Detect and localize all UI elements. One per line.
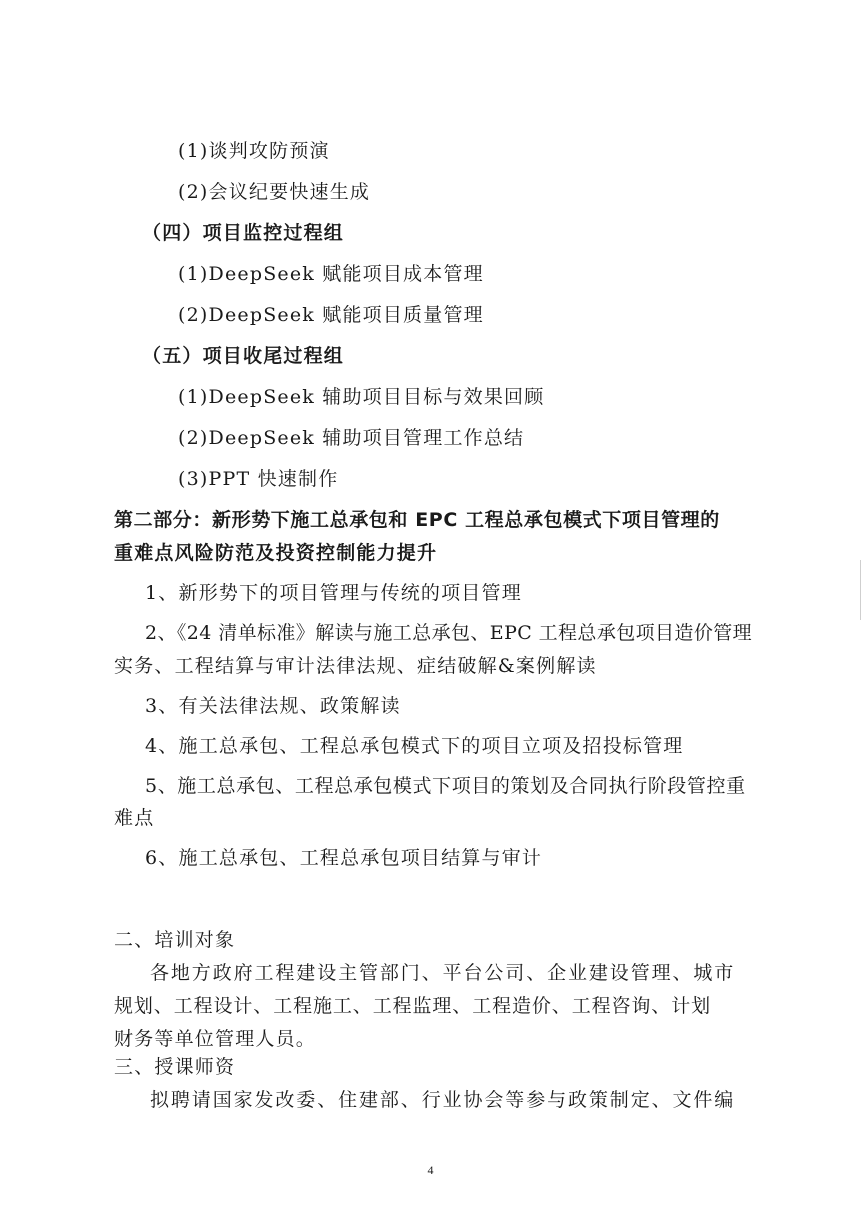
item-line: (2)会议纪要快速生成 — [178, 181, 371, 203]
section-title: 三、授课师资 — [114, 1056, 236, 1078]
numbered-item: 4、施工总承包、工程总承包模式下的项目立项及招投标管理 — [145, 735, 684, 757]
item-line: (2)DeepSeek 辅助项目管理工作总结 — [178, 427, 525, 449]
part-heading: 第二部分：新形势下施工总承包和 EPC 工程总承包模式下项目管理的 — [114, 509, 720, 531]
item-line: (2)DeepSeek 赋能项目质量管理 — [178, 304, 484, 326]
paragraph-line: 拟聘请国家发改委、住建部、行业协会等参与政策制定、文件编 — [150, 1089, 736, 1111]
item-line: (3)PPT 快速制作 — [178, 468, 339, 490]
section-heading: （四）项目监控过程组 — [142, 222, 345, 244]
page-number: 4 — [427, 1163, 434, 1177]
numbered-item: 3、有关法律法规、政策解读 — [145, 695, 401, 717]
numbered-item: 5、施工总承包、工程总承包模式下项目的策划及合同执行阶段管控重 — [145, 775, 746, 797]
numbered-item: 6、施工总承包、工程总承包项目结算与审计 — [145, 847, 543, 869]
paragraph-line: 规划、工程设计、工程施工、工程监理、工程造价、工程咨询、计划 — [114, 995, 712, 1017]
numbered-item: 2、《24 清单标准》解读与施工总承包、EPC 工程总承包项目造价管理 — [145, 622, 753, 644]
section-heading: （五）项目收尾过程组 — [142, 345, 345, 367]
numbered-item-continued: 难点 — [114, 807, 155, 829]
item-line: (1)DeepSeek 辅助项目目标与效果回顾 — [178, 386, 545, 408]
numbered-item-continued: 实务、工程结算与审计法律法规、症结破解&案例解读 — [114, 655, 597, 677]
paragraph-line: 财务等单位管理人员。 — [114, 1028, 317, 1050]
item-line: (1)谈判攻防预演 — [178, 140, 330, 162]
numbered-item: 1、新形势下的项目管理与传统的项目管理 — [145, 582, 522, 604]
section-title: 二、培训对象 — [114, 929, 236, 951]
part-heading: 重难点风险防范及投资控制能力提升 — [114, 542, 438, 564]
item-line: (1)DeepSeek 赋能项目成本管理 — [178, 263, 484, 285]
paragraph-line: 各地方政府工程建设主管部门、平台公司、企业建设管理、城市 — [150, 962, 736, 984]
